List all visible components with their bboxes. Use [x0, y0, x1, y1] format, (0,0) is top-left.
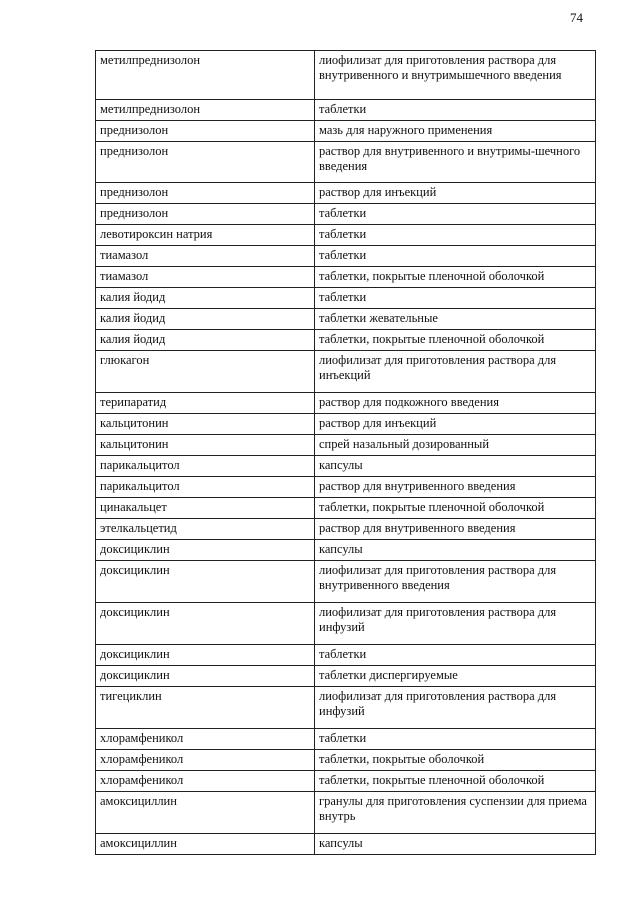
- table-row: [96, 246, 596, 267]
- dosage-form-cell: спрей назальный дозированный: [315, 435, 596, 456]
- table-row: [96, 121, 596, 142]
- table-row: [96, 183, 596, 204]
- table-row: [96, 687, 596, 729]
- table-row: [96, 771, 596, 792]
- dosage-form-cell: раствор для внутривенного введения: [315, 477, 596, 498]
- dosage-form-cell: раствор для подкожного введения: [315, 393, 596, 414]
- dosage-form-cell: гранулы для приготовления суспензии для приема внутрь: [315, 792, 596, 834]
- table-row: [96, 645, 596, 666]
- table-row: [96, 51, 596, 100]
- table-row: [96, 603, 596, 645]
- drug-name-cell: кальцитонин: [96, 435, 315, 456]
- table-row: [96, 834, 596, 855]
- table-row: [96, 309, 596, 330]
- drug-name-cell: хлорамфеникол: [96, 771, 315, 792]
- drug-name-cell: преднизолон: [96, 204, 315, 225]
- table-row: [96, 498, 596, 519]
- dosage-form-cell: раствор для внутривенного введения: [315, 519, 596, 540]
- drug-name-cell: калия йодид: [96, 309, 315, 330]
- table-row: [96, 351, 596, 393]
- table-row: [96, 456, 596, 477]
- table-row: [96, 540, 596, 561]
- table-row: [96, 792, 596, 834]
- drug-name-cell: цинакальцет: [96, 498, 315, 519]
- drug-name-cell: левотироксин натрия: [96, 225, 315, 246]
- dosage-form-cell: таблетки, покрытые пленочной оболочкой: [315, 498, 596, 519]
- dosage-form-cell: таблетки: [315, 204, 596, 225]
- dosage-form-cell: раствор для инъекций: [315, 414, 596, 435]
- dosage-form-cell: таблетки: [315, 729, 596, 750]
- table-row: [96, 414, 596, 435]
- dosage-form-cell: таблетки: [315, 225, 596, 246]
- table-row: [96, 225, 596, 246]
- dosage-form-cell: таблетки диспергируемые: [315, 666, 596, 687]
- table-row: [96, 561, 596, 603]
- drug-name-cell: метилпреднизолон: [96, 100, 315, 121]
- dosage-form-cell: таблетки: [315, 645, 596, 666]
- table-row: [96, 267, 596, 288]
- drug-name-cell: этелкальцетид: [96, 519, 315, 540]
- drug-name-cell: кальцитонин: [96, 414, 315, 435]
- drug-name-cell: доксициклин: [96, 666, 315, 687]
- page-number: 74: [570, 10, 583, 25]
- table-row: [96, 393, 596, 414]
- drug-name-cell: калия йодид: [96, 330, 315, 351]
- dosage-form-cell: лиофилизат для приготовления раствора для инфузий: [315, 687, 596, 729]
- dosage-form-cell: лиофилизат для приготовления раствора для внутривенного и внутримышечного введения: [315, 51, 596, 100]
- drug-name-cell: преднизолон: [96, 183, 315, 204]
- table-row: [96, 435, 596, 456]
- table-row: [96, 142, 596, 183]
- dosage-form-cell: лиофилизат для приготовления раствора для инфузий: [315, 603, 596, 645]
- table-row: [96, 729, 596, 750]
- drug-name-cell: терипаратид: [96, 393, 315, 414]
- dosage-form-cell: капсулы: [315, 456, 596, 477]
- drug-name-cell: амоксициллин: [96, 834, 315, 855]
- dosage-form-cell: раствор для внутривенного и внутримы-шечного введения: [315, 142, 596, 183]
- dosage-form-cell: таблетки, покрытые пленочной оболочкой: [315, 267, 596, 288]
- drug-name-cell: амоксициллин: [96, 792, 315, 834]
- dosage-form-cell: капсулы: [315, 834, 596, 855]
- drug-name-cell: глюкагон: [96, 351, 315, 393]
- dosage-form-cell: мазь для наружного применения: [315, 121, 596, 142]
- drug-name-cell: доксициклин: [96, 603, 315, 645]
- drug-name-cell: парикальцитол: [96, 456, 315, 477]
- drug-name-cell: парикальцитол: [96, 477, 315, 498]
- dosage-form-cell: лиофилизат для приготовления раствора для инъекций: [315, 351, 596, 393]
- dosage-form-cell: таблетки, покрытые пленочной оболочкой: [315, 771, 596, 792]
- dosage-form-cell: таблетки: [315, 246, 596, 267]
- table-row: [96, 204, 596, 225]
- drug-name-cell: доксициклин: [96, 540, 315, 561]
- table-row: [96, 330, 596, 351]
- dosage-form-cell: таблетки, покрытые пленочной оболочкой: [315, 330, 596, 351]
- drug-name-cell: хлорамфеникол: [96, 750, 315, 771]
- dosage-form-cell: таблетки жевательные: [315, 309, 596, 330]
- drug-name-cell: калия йодид: [96, 288, 315, 309]
- table-row: [96, 750, 596, 771]
- dosage-form-cell: капсулы: [315, 540, 596, 561]
- drug-form-table: [95, 50, 596, 855]
- drug-name-cell: доксициклин: [96, 561, 315, 603]
- table-row: [96, 519, 596, 540]
- table-row: [96, 100, 596, 121]
- drug-name-cell: преднизолон: [96, 142, 315, 183]
- dosage-form-cell: таблетки, покрытые оболочкой: [315, 750, 596, 771]
- drug-name-cell: тигециклин: [96, 687, 315, 729]
- table-body: [96, 51, 596, 855]
- drug-name-cell: тиамазол: [96, 246, 315, 267]
- drug-name-cell: доксициклин: [96, 645, 315, 666]
- drug-name-cell: хлорамфеникол: [96, 729, 315, 750]
- table-row: [96, 666, 596, 687]
- table-row: [96, 288, 596, 309]
- drug-name-cell: тиамазол: [96, 267, 315, 288]
- dosage-form-cell: лиофилизат для приготовления раствора для внутривенного введения: [315, 561, 596, 603]
- drug-name-cell: преднизолон: [96, 121, 315, 142]
- dosage-form-cell: таблетки: [315, 288, 596, 309]
- drug-name-cell: метилпреднизолон: [96, 51, 315, 100]
- dosage-form-cell: раствор для инъекций: [315, 183, 596, 204]
- table-row: [96, 477, 596, 498]
- dosage-form-cell: таблетки: [315, 100, 596, 121]
